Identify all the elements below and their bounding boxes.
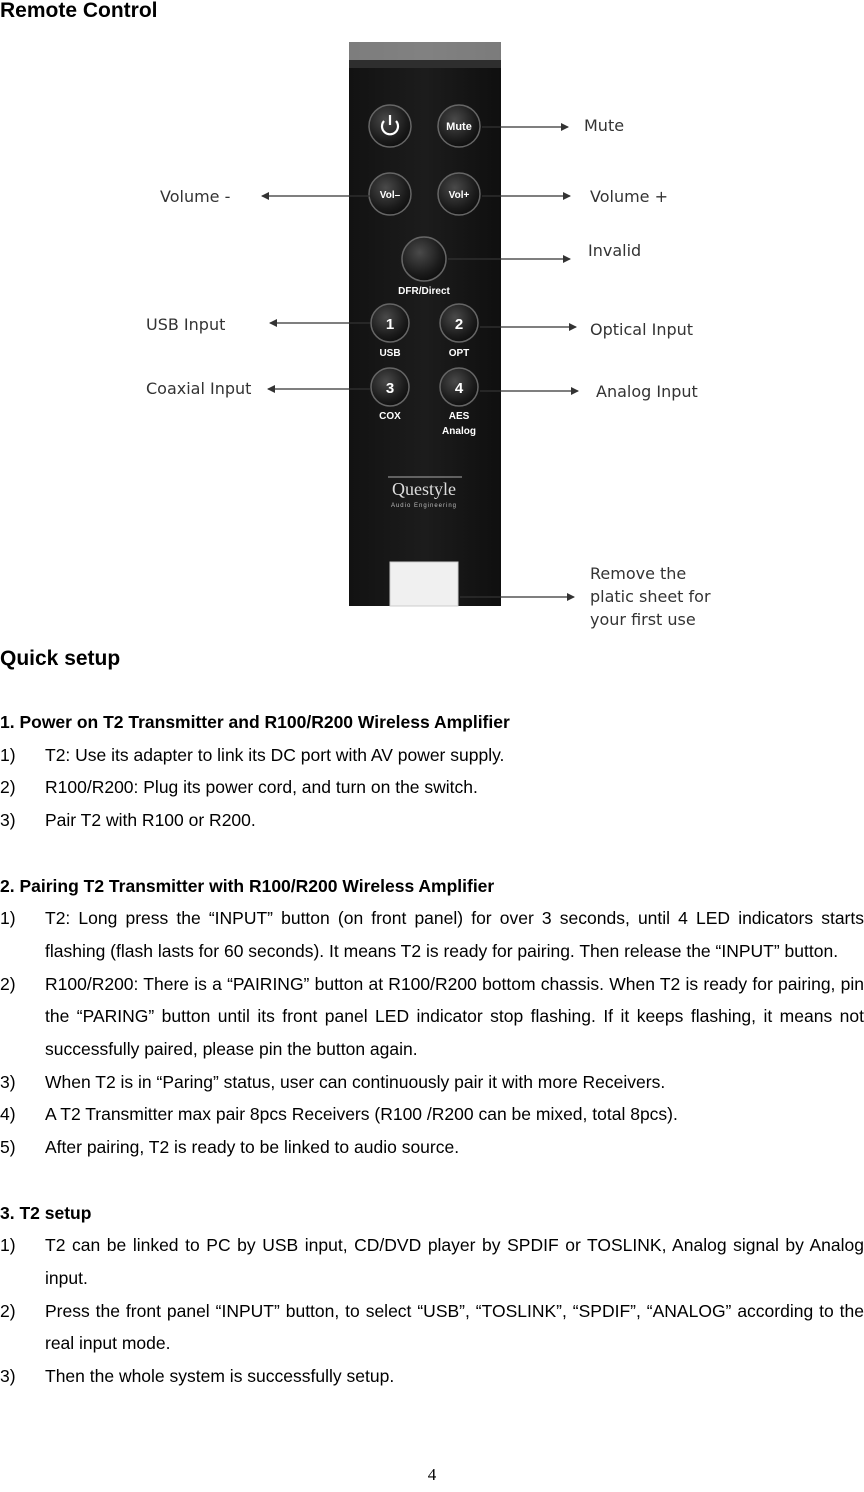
usb-sub-label: USB xyxy=(379,348,401,359)
button-1-label: 1 xyxy=(385,316,395,333)
questyle-logo: Questyle xyxy=(392,479,456,499)
opt-sub-label: OPT xyxy=(448,348,470,359)
coaxial-input-button[interactable] xyxy=(371,368,409,406)
button-4-label: 4 xyxy=(454,380,464,397)
callout-invalid: Invalid xyxy=(588,241,642,260)
callout-mute: Mute xyxy=(584,116,625,135)
aes-sub-label: AES xyxy=(448,411,470,422)
callout-coaxial-input: Coaxial Input xyxy=(146,379,252,398)
vol-plus-button[interactable] xyxy=(438,173,480,215)
mute-button-label: Mute xyxy=(446,121,472,133)
list-item: 3) Pair T2 with R100 or R200. xyxy=(0,810,256,831)
quick-setup-body xyxy=(0,706,864,1393)
list-item: 5) After pairing, T2 is ready to be linked to audio source. xyxy=(0,1137,460,1158)
list-item: 1) T2: Long press the “INPUT” button (on front panel) for over 3 seconds, until 4 LED indicators starts flashing (flash lasts for 60 seconds). It means T2 is ready for pairing. Then release the “INPUT” button. xyxy=(0,908,864,961)
callout-remove-line1: Remove the xyxy=(590,564,687,583)
list-item: 1) T2: Use its adapter to link its DC port with AV power supply. xyxy=(0,744,505,765)
list-item: 2) R100/R200: Plug its power cord, and turn on the switch. xyxy=(0,777,478,798)
vol-minus-label: Vol– xyxy=(379,190,401,201)
button-2-label: 2 xyxy=(454,316,464,333)
mute-button[interactable] xyxy=(438,105,480,147)
section-3-title: 3. T2 setup xyxy=(0,1202,92,1223)
quick-setup-heading: Quick setup xyxy=(0,647,121,670)
list-item: 3) When T2 is in “Paring” status, user can continuously pair it with more Receivers. xyxy=(0,1071,666,1092)
section-2-title: 2. Pairing T2 Transmitter with R100/R200 Wireless Amplifier xyxy=(0,875,495,896)
vol-plus-label: Vol+ xyxy=(448,190,470,201)
callout-volume-minus: Volume - xyxy=(160,187,231,206)
callout-remove-line3: your first use xyxy=(590,610,696,629)
cox-sub-label: COX xyxy=(379,411,401,422)
callout-analog-input: Analog Input xyxy=(596,382,698,401)
list-item: 2) R100/R200: There is a “PAIRING” button at R100/R200 bottom chassis. When T2 is ready for pairing, pin the “PARING” button until its front panel LED indicator stop flashing. If it keeps flashing, it means not successfully paired, please pin the button again. xyxy=(0,973,864,1060)
page-number: 4 xyxy=(427,1465,437,1484)
callout-optical-input: Optical Input xyxy=(590,320,694,339)
dfr-direct-label: DFR/Direct xyxy=(398,286,450,297)
page-title: Remote Control xyxy=(0,0,158,22)
analog-sub-label: Analog xyxy=(442,426,476,437)
vol-minus-button[interactable] xyxy=(369,173,411,215)
plastic-sheet xyxy=(390,562,458,606)
questyle-logo-sub: Audio Engineering xyxy=(390,503,458,509)
dfr-direct-button[interactable] xyxy=(402,237,446,281)
list-item: 1) T2 can be linked to PC by USB input, CD/DVD player by SPDIF or TOSLINK, Analog signal by Analog input. xyxy=(0,1235,864,1288)
callout-remove-line2: platic sheet for xyxy=(590,587,711,606)
list-item: 3) Then the whole system is successfully setup. xyxy=(0,1366,395,1387)
power-button[interactable] xyxy=(369,105,411,147)
callout-volume-plus: Volume + xyxy=(590,187,668,206)
section-1-title: 1. Power on T2 Transmitter and R100/R200 Wireless Amplifier xyxy=(0,712,510,732)
optical-input-button[interactable] xyxy=(440,304,478,342)
analog-input-button[interactable] xyxy=(440,368,478,406)
list-item: 2) Press the front panel “INPUT” button, to select “USB”, “TOSLINK”, “SPDIF”, “ANALOG” according to the real input mode. xyxy=(0,1300,864,1354)
callout-usb-input: USB Input xyxy=(146,315,226,334)
remote-control-figure xyxy=(140,38,740,634)
usb-input-button[interactable] xyxy=(371,304,409,342)
list-item: 4) A T2 Transmitter max pair 8pcs Receivers (R100 /R200 can be mixed, total 8pcs). xyxy=(0,1104,678,1125)
button-3-label: 3 xyxy=(385,380,395,397)
